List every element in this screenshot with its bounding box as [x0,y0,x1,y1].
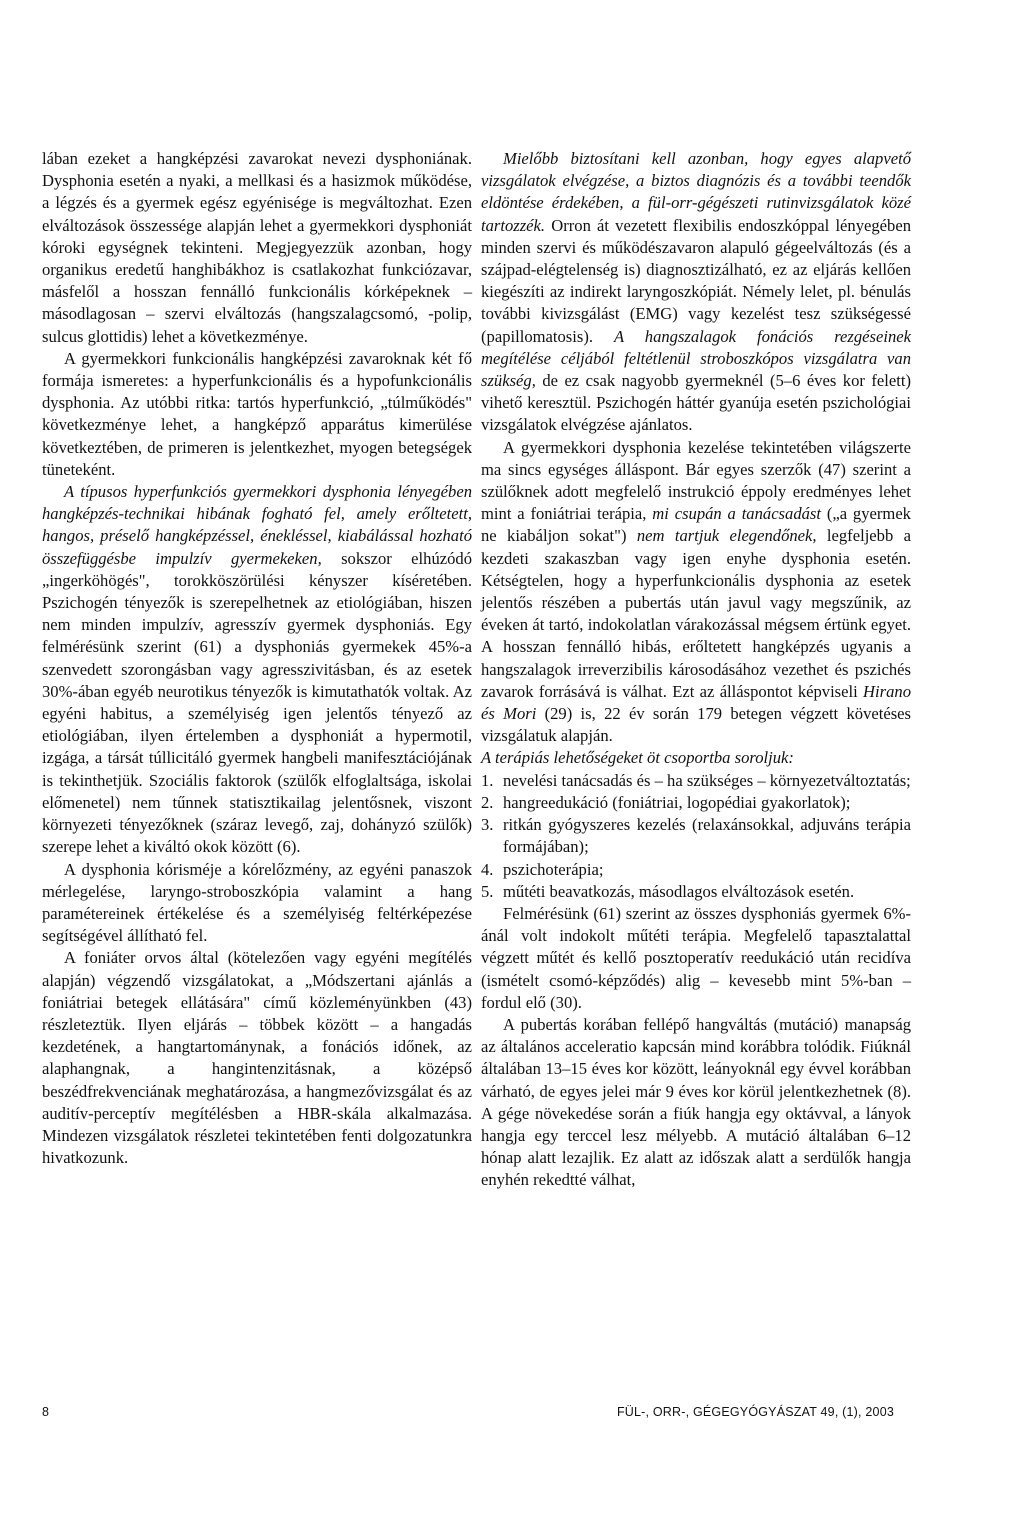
list-number: 5. [481,881,494,901]
text-run: (29) is, 22 év során 179 betegen végzett követéses vizsgálatuk alapján. [481,704,911,746]
paragraph-l1 [42,148,472,348]
paragraph-r3 [481,747,911,769]
page-footer [42,1405,894,1425]
text-run: lában ezeket a hangképzési zavarokat nevezi dysphoniának. Dysphonia esetén a nyaki, a mellkasi és a hasizmok működése, a légzés és a gyermek egész egyénisége is megváltozhat. Ezen elváltozások összessége alapján lehet a gyermekkori dysphoniát kóroki egységnek tekinteni. Megjegyezzük azonban, hogy organikus eredetű hanghibákhoz is csatlakozhat funkciózavar, másfelől a hosszan fennálló funkcionális kórképeknek – másodlagosan – szervi elváltozás (hangszalagcsomó, -polip, sulcus glottidis) lehet a következménye. [42,149,472,346]
italic-text: A terápiás lehetőségeket öt csoportba soroljuk: [481,748,794,768]
right-paragraphs-bottom [481,903,911,1192]
text-run: Felmérésünk (61) szerint az összes dysphoniás gyermek 6%-ánál volt indokolt műtéti terápia. Megfelelő tapasztalattal végzett műtét és kellő posztoperatív reedukáció után recidíva (ismételt csomó-képződés) alig – kevesebb mint 5%-ban – fordul elő (30). [481,903,911,1012]
paragraph-r4 [481,903,911,1014]
paragraph-l3 [42,481,472,858]
text-run: A gyermekkori funkcionális hangképzési zavaroknak két fő formája ismeretes: a hyperfunkcionális és a hypofunkcionális dysphonia. Az utóbbi ritka: tartós hyperfunkció, „túlműködés" következménye lehet, a hangképző apparátus kimerülése következtében, de primeren is jelentkezhet, myogen betegségek tüneteként. [42,348,472,479]
right-paragraphs-top [481,148,911,770]
list-text: ritkán gyógyszeres kezelés (relaxánsokkal, adjuváns terápia formájában); [503,815,911,857]
paragraph-r2 [481,437,911,748]
list-number: 3. [481,815,494,835]
italic-text: A típusos hyperfunkciós gyermekkori dysphonia lényegében hangképzés-technikai hibának fogható fel, amely erőltetett, hangos, préselő hangképzéssel, énekléssel, kiabálással hozható összefüggésbe impulzív gyermekeken, [42,482,472,568]
text-run: sokszor elhúzódó „ingerköhögés", torokköszörülési kényszer kíséretében. Pszichogén tényezők is szerepelhetnek az etiológiában, hiszen nem minden impulzív, agresszív gyermek dysphoniás. Egy felmérésünk szerint (61) a dysphoniás gyermekek 45%-a szenvedett szorongásban vagy agresszivitásban, és az esetek 30%-ában egyéb neurotikus tényezők is kimutathatók voltak. Az egyéni habitus, a személyiség igen jelentős tényező az etiológiában, ilyen értelemben a dysphoniát a hypermotil, izgága, a társát túllicitáló gyermek hangbeli manifesztációjának is tekinthetjük. Szociális faktorok (szülők elfoglaltsága, iskolai előmenetel) nem tűnnek statisztikailag jelentősnek, viszont környezeti tényezőknek (száraz levegő, zaj, dohányzó szülők) szerepe lehet a kiváltó okok között (6). [42,548,472,857]
paragraph-l4 [42,859,472,948]
italic-text: nem tartjuk elegendőnek, [636,526,817,546]
therapy-list-item [481,770,911,792]
paragraph-r1 [481,148,911,437]
paragraph-r5 [481,1014,911,1192]
text-run: A pubertás korában fellépő hangváltás (mutáció) manapság az általános acceleratio kapcsán mind korábbra tolódik. Fiúknál általában 13–15 éves kor között, leányoknál egy évvel korábban várható, de egyes jelei már 9 éves kor körül jelentkezhetnek (8). A gége növekedése során a fiúk hangja egy oktávval, a lányok hangja egy terccel lesz mélyebb. A mutáció általában 6–12 hónap alatt lezajlik. Ez alatt az időszak alatt a serdülők hangja enyhén rekedtté válhat, [481,1014,911,1190]
paragraph-l2 [42,348,472,481]
therapy-list-item [481,814,911,858]
text-run: A dysphonia kórisméje a kórelőzmény, az egyéni panaszok mérlegelése, laryngo-stroboszkópia valamint a hang paramétereinek értékelése és a személyiség feltérképezése segítségével állítható fel. [42,859,472,946]
text-run: de ez csak nagyobb gyermeknél (5–6 éves kor felett) vihető keresztül. Pszichogén háttér gyanúja esetén pszichológiai vizsgálatok elvégzése ajánlatos. [481,371,911,435]
therapy-options-list [481,770,911,903]
page-number: 8 [42,1405,49,1419]
list-text: hangreedukáció (foniátriai, logopédiai gyakorlatok); [503,792,851,812]
italic-text: A hangszalagok fonációs rezgéseinek megítélése céljából feltétlenül stroboszkópos vizsgálatra van szükség, [481,326,911,391]
list-text: nevelési tanácsadás és – ha szükséges – környezetváltoztatás; [503,770,911,790]
text-run: („a gyermek ne kiabáljon sokat") [481,504,911,546]
text-run: A gyermekkori dysphonia kezelése tekintetében világszerte ma sincs egységes álláspont. Bár egyes szerzők (47) szerint a szülőknek adott megfelelő instrukció éppoly eredményes lehet mint a foniátriai terápia, [481,437,911,524]
list-number: 4. [481,859,494,879]
paragraph-l5 [42,947,472,1169]
list-number: 2. [481,792,494,812]
italic-text: Mielőbb biztosítani kell azonban, hogy egyes alapvető vizsgálatok elvégzése, a biztos diagnózis és a további teendők eldöntése érdekében, a fül-orr-gégészeti rutinvizsgálatok közé tartozzék. [481,149,911,235]
journal-citation: FÜL-, ORR-, GÉGEGYÓGYÁSZAT 49, (1), 2003 [616,1405,894,1419]
therapy-list-item [481,859,911,881]
list-text: pszichoterápia; [503,859,604,879]
list-number: 1. [481,770,494,790]
right-column [481,148,911,1192]
text-run: legfeljebb a kezdeti szakaszban vagy igen enyhe dysphonia esetén. Kétségtelen, hogy a hyperfunkcionális dysphonia az esetek jelentős részében a pubertás után javul vagy megszűnik, az éveken át tartó, indokolatlan várakozással mégsem értünk egyet. A hosszan fennálló hibás, erőltetett hangképzés ugyanis a hangszalagok irreverzibilis károsodásához vezethet és pszichés zavarok forrásává is válhat. Ezt az álláspontot képviseli [481,526,911,701]
therapy-list-item [481,881,911,903]
therapy-list-item [481,792,911,814]
list-text: műtéti beavatkozás, másodlagos elváltozások esetén. [503,881,855,901]
italic-text: mi csupán a tanácsadást [652,504,821,524]
left-column [42,148,472,1169]
text-run: Orron át vezetett flexibilis endoszkóppal lényegében minden szervi és működészavaron alapuló gégeelváltozás (és a szájpad-elégtelenség is) diagnosztizálható, ez az eljárás kellően kiegészíti az indirekt laryngoszkópiát. Némely lelet, pl. bénulás további kivizsgálást (EMG) vagy kezelést tesz szükségessé (papillomatosis). [481,215,911,346]
italic-text: Hirano és Mori [481,681,911,724]
text-run: A foniáter orvos által (kötelezően vagy egyéni megítélés alapján) végzendő vizsgálatokat, a „Módszertani ajánlás a foniátriai betegek ellátására" című közleményünkben (43) részleteztük. Ilyen eljárás – többek között – a hangadás kezdetének, a hangtartománynak, a fonációs időnek, az alaphangnak, a hangintenzitásnak, a középső beszédfrekvenciának meghatározása, a hangmezővizsgálat és az auditív-perceptív megítélésben a HBR-skála alkalmazása. Mindezen vizsgálatok részletei tekintetében fenti dolgozatunkra hivatkozunk. [42,948,472,1168]
